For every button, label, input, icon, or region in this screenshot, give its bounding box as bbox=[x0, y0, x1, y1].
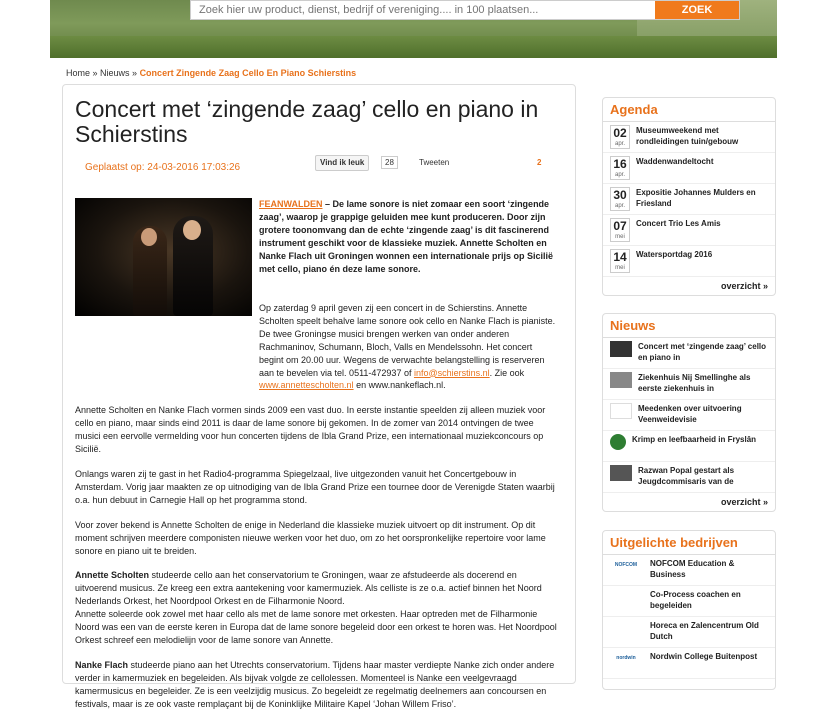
company-item[interactable] bbox=[603, 617, 775, 648]
person-name: Annette Scholten bbox=[75, 570, 150, 581]
company-logo bbox=[610, 589, 642, 603]
news-item[interactable] bbox=[603, 400, 775, 431]
agenda-item[interactable] bbox=[603, 122, 775, 153]
paragraph-text: Op zaterdag 9 april geven zij een concert in de Schierstins. Annette Scholten speelt behalve lame sonore ook cello en Nanke Flach is pianiste. De twee Groningse musici brengen werken van onder anderen Rachmaninov, Schumann, Bloch, Valls en Mendelssohn. Het concert begint om 20.00 uur. Wegens de verwachte belangstelling is reserveren aan te bevelen via tel. 0511-472937 of bbox=[259, 303, 556, 378]
company-item[interactable] bbox=[603, 648, 775, 679]
photo-face bbox=[141, 228, 157, 246]
photo-face bbox=[183, 220, 201, 240]
agenda-panel bbox=[602, 97, 776, 296]
facebook-like-button[interactable]: Vind ik leuk bbox=[315, 155, 369, 171]
company-logo bbox=[610, 620, 642, 634]
paragraph: Onlangs waren zij te gast in het Radio4-programma Spiegelzaal, live uitgezonden vanuit het Concertgebouw in Amsterdam. Vorig jaar maakten ze op uitnodiging van de Ibla Grand Prize een tournee door de Verenigde Staten waarbij o.a. hun debuut in Carnegie Hall op het programma stond. bbox=[75, 468, 555, 505]
agenda-title: Agenda bbox=[603, 98, 775, 122]
date-day: 02 bbox=[613, 126, 627, 140]
paragraph-text: studeerde cello aan het conservatorium te Groningen, waar ze afstudeerde als docerend en uitvoerend musicus. Ze kreeg een extra aantekening voor kamermuziek. Als celliste is ze o.a. actief binnen het Noord Nederlands Orkest, het Noordpool Orkest en de Filharmonie Noord. bbox=[75, 570, 542, 607]
search-bar bbox=[190, 0, 740, 20]
news-thumbnail bbox=[610, 372, 632, 388]
company-item[interactable] bbox=[603, 555, 775, 586]
agenda-item-title[interactable]: Watersportdag 2016 bbox=[636, 250, 713, 259]
paragraph-text: en www.nankeflach.nl. bbox=[353, 380, 446, 391]
date-month: apr. bbox=[614, 203, 625, 209]
tweet-button[interactable]: Tweeten bbox=[419, 158, 450, 167]
agenda-overview-link[interactable]: overzicht » bbox=[720, 281, 768, 291]
date-badge bbox=[610, 187, 630, 211]
paragraph-text: . Zie ook bbox=[489, 367, 525, 378]
agenda-item-title[interactable]: Museumweekend met rondleidingen tuin/gebouw bbox=[636, 126, 739, 146]
paragraph-text: Annette soleerde ook zowel met haar cello als met de lame sonore met orkesten. Haar optreden met de Filharmonie Noord was een van de eerste keren in Europa dat de lame sonore begeleid door een orkest te horen was. Het Noordpool Orkest schreef een melodielijn voor de lame sonore van Annette. bbox=[75, 609, 557, 645]
news-item-title[interactable]: Krimp en leefbaarheid in Fryslân bbox=[632, 435, 757, 444]
breadcrumb-home[interactable]: Home bbox=[66, 68, 91, 78]
agenda-item[interactable] bbox=[603, 153, 775, 184]
lead-text: – De lame sonore is niet zomaar een soort ‘zingende zaag’, waarop je grappige geluiden mee kunt produceren. Door zijn grotere toonomvang dan de echte ‘zingende zaag’ is dit fascinerend instrument geschikt voor de klassieke muziek. Annette Scholten en Nanke Flach uit Groningen wonnen een internationale prijs op Sicilië met cello, piano én deze lame sonore. bbox=[259, 199, 554, 275]
agenda-item[interactable] bbox=[603, 215, 775, 246]
breadcrumb bbox=[66, 68, 356, 78]
news-overview-link[interactable]: overzicht » bbox=[720, 497, 768, 507]
paragraph-text: studeerde piano aan het Utrechts conservatorium. Tijdens haar master verdiepte Nanke zich onder andere verder in kamermuziek en begeleiden. Als bijvak volgde ze cellolessen. Momenteel is Nanke een veelgevraagd kamermusicus en begeleider. Ze is een veelzijdig musicus. Zo begeleidt ze regelmatig deelnemers aan concoursen en festivals, maar is ze ook vaste remplaçant bij de Koninklijke Militaire Kapel ‘Johan Willem Friso’. bbox=[75, 659, 555, 709]
company-name[interactable]: NOFCOM Education & Business bbox=[650, 559, 735, 579]
banner-grass bbox=[50, 36, 777, 58]
person-name: Nanke Flach bbox=[75, 659, 129, 670]
article-photo bbox=[75, 198, 252, 316]
article-lead bbox=[259, 198, 559, 277]
news-item-title[interactable]: Meedenken over uitvoering Veenweidevisie bbox=[638, 404, 742, 424]
article-title: Concert met ‘zingende zaag’ cello en piano in Schierstins bbox=[75, 96, 539, 147]
date-badge bbox=[610, 218, 630, 242]
date-day: 14 bbox=[613, 250, 627, 264]
news-thumbnail bbox=[610, 465, 632, 481]
posted-date: Geplaatst op: 24-03-2016 17:03:26 bbox=[85, 162, 241, 173]
news-item-title[interactable]: Razwan Popal gestart als Jeugdcommisaris van de bbox=[638, 466, 735, 486]
tweet-count: 2 bbox=[537, 158, 542, 167]
website-link[interactable]: www.annettescholten.nl bbox=[259, 380, 354, 391]
paragraph: Annette Scholten en Nanke Flach vormen sinds 2009 een vast duo. In eerste instantie speelden zij alleen muziek voor cello en piano, maar sinds eind 2011 is daar de lame sonore bij gekomen. In de zomer van 2014 ontvingen de twee musici een eervolle vermelding voor hun concerten tijdens de Ibla Grand Prize, een internationaal muziekconcours op Sicilië. bbox=[75, 405, 546, 455]
company-logo: NOFCOM bbox=[614, 562, 638, 568]
breadcrumb-current: Concert Zingende Zaag Cello En Piano Schierstins bbox=[139, 68, 357, 78]
search-input[interactable] bbox=[191, 1, 655, 19]
like-count: 28 bbox=[381, 156, 398, 169]
date-badge bbox=[610, 125, 630, 149]
news-thumbnail bbox=[610, 403, 632, 419]
article-body bbox=[75, 302, 559, 722]
breadcrumb-separator: » bbox=[129, 68, 140, 78]
news-thumbnail bbox=[610, 341, 632, 357]
news-panel bbox=[602, 313, 776, 512]
news-item[interactable] bbox=[603, 462, 775, 493]
agenda-item-title[interactable]: Concert Trio Les Amis bbox=[636, 219, 721, 228]
date-day: 30 bbox=[613, 188, 627, 202]
article-panel bbox=[62, 84, 576, 709]
news-item[interactable] bbox=[603, 431, 775, 462]
breadcrumb-news[interactable]: Nieuws bbox=[100, 68, 130, 78]
lead-location[interactable]: FEANWALDEN bbox=[259, 199, 323, 209]
company-name[interactable]: Co-Process coachen en begeleiden bbox=[650, 590, 741, 610]
paragraph bbox=[75, 659, 559, 711]
date-month: apr. bbox=[614, 172, 625, 178]
companies-panel bbox=[602, 530, 776, 690]
company-item[interactable] bbox=[603, 586, 775, 617]
news-thumbnail bbox=[610, 434, 626, 450]
company-name[interactable]: Nordwin College Buitenpost bbox=[650, 652, 758, 661]
date-day: 07 bbox=[613, 219, 627, 233]
header-banner bbox=[50, 0, 777, 58]
agenda-item-title[interactable]: Expositie Johannes Mulders en Friesland bbox=[636, 188, 756, 208]
news-item[interactable] bbox=[603, 369, 775, 400]
news-item-title[interactable]: Concert met ‘zingende zaag’ cello en piano in bbox=[638, 342, 767, 362]
agenda-item[interactable] bbox=[603, 246, 775, 277]
news-item-title[interactable]: Ziekenhuis Nij Smellinghe als eerste ziekenhuis in bbox=[638, 373, 751, 393]
agenda-item-title[interactable]: Waddenwandeltocht bbox=[636, 157, 714, 166]
company-logo: nordwin bbox=[616, 655, 636, 661]
paragraph bbox=[75, 569, 559, 646]
news-title: Nieuws bbox=[603, 314, 775, 338]
companies-title: Uitgelichte bedrijven bbox=[603, 531, 775, 555]
breadcrumb-separator: » bbox=[90, 68, 101, 78]
date-month: apr. bbox=[614, 141, 625, 147]
email-link[interactable]: info@schierstins.nl bbox=[413, 367, 490, 378]
company-name[interactable]: Horeca en Zalencentrum Old Dutch bbox=[650, 621, 759, 641]
paragraph: Voor zover bekend is Annette Scholten de enige in Nederland die klassieke muziek uitvoert op dit instrument. Op dit moment schrijven meerdere componisten nieuwe werken voor het duo, om zo het oorspronkelijke repertoire voor lame sonore en piano uit te breiden. bbox=[75, 519, 546, 556]
date-day: 16 bbox=[613, 157, 627, 171]
agenda-item[interactable] bbox=[603, 184, 775, 215]
news-item[interactable] bbox=[603, 338, 775, 369]
date-month: mei bbox=[615, 265, 625, 271]
date-badge bbox=[610, 249, 630, 273]
search-button[interactable]: ZOEK bbox=[655, 1, 739, 19]
date-month: mei bbox=[615, 234, 625, 240]
paragraph bbox=[75, 302, 559, 392]
date-badge bbox=[610, 156, 630, 180]
